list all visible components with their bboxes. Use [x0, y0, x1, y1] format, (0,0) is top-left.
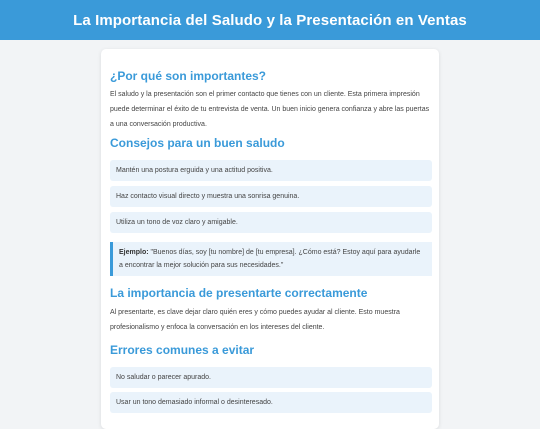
section-heading-errors: Errores comunes a evitar	[110, 343, 255, 357]
section-heading-tips: Consejos para un buen saludo	[110, 136, 285, 150]
example-box	[110, 242, 432, 276]
section-heading-why: ¿Por qué son importantes?	[110, 69, 267, 83]
section-heading-presentation: La importancia de presentarte correctamente	[110, 286, 368, 300]
tip-item: Mantén una postura erguida y una actitud positiva.	[110, 160, 432, 181]
example-label: Ejemplo:	[119, 249, 149, 256]
page-title: La Importancia del Saludo y la Presentación en Ventas	[73, 11, 467, 29]
content-card	[101, 49, 439, 429]
error-item: Usar un tono demasiado informal o desinteresado.	[110, 392, 432, 413]
tip-item: Haz contacto visual directo y muestra una sonrisa genuina.	[110, 186, 432, 207]
page-header	[0, 0, 540, 40]
section-text-why: El saludo y la presentación son el primer contacto que tienes con un cliente. Esta primera impresión puede determinar el éxito de tu entrevista de venta. Un buen inicio genera confianza y abre las puertas a una conversación productiva.	[110, 91, 430, 128]
tip-item: Utiliza un tono de voz claro y amigable.	[110, 212, 432, 233]
example-text: "Buenos días, soy [tu nombre] de [tu empresa]. ¿Cómo está? Estoy aquí para ayudarle a encontrar la mejor solución para sus necesidades."	[119, 249, 421, 269]
error-item: No saludar o parecer apurado.	[110, 367, 432, 388]
section-text-presentation: Al presentarte, es clave dejar claro quién eres y cómo puedes ayudar al cliente. Esto muestra profesionalismo y enfoca la conversación en los intereses del cliente.	[110, 309, 400, 331]
